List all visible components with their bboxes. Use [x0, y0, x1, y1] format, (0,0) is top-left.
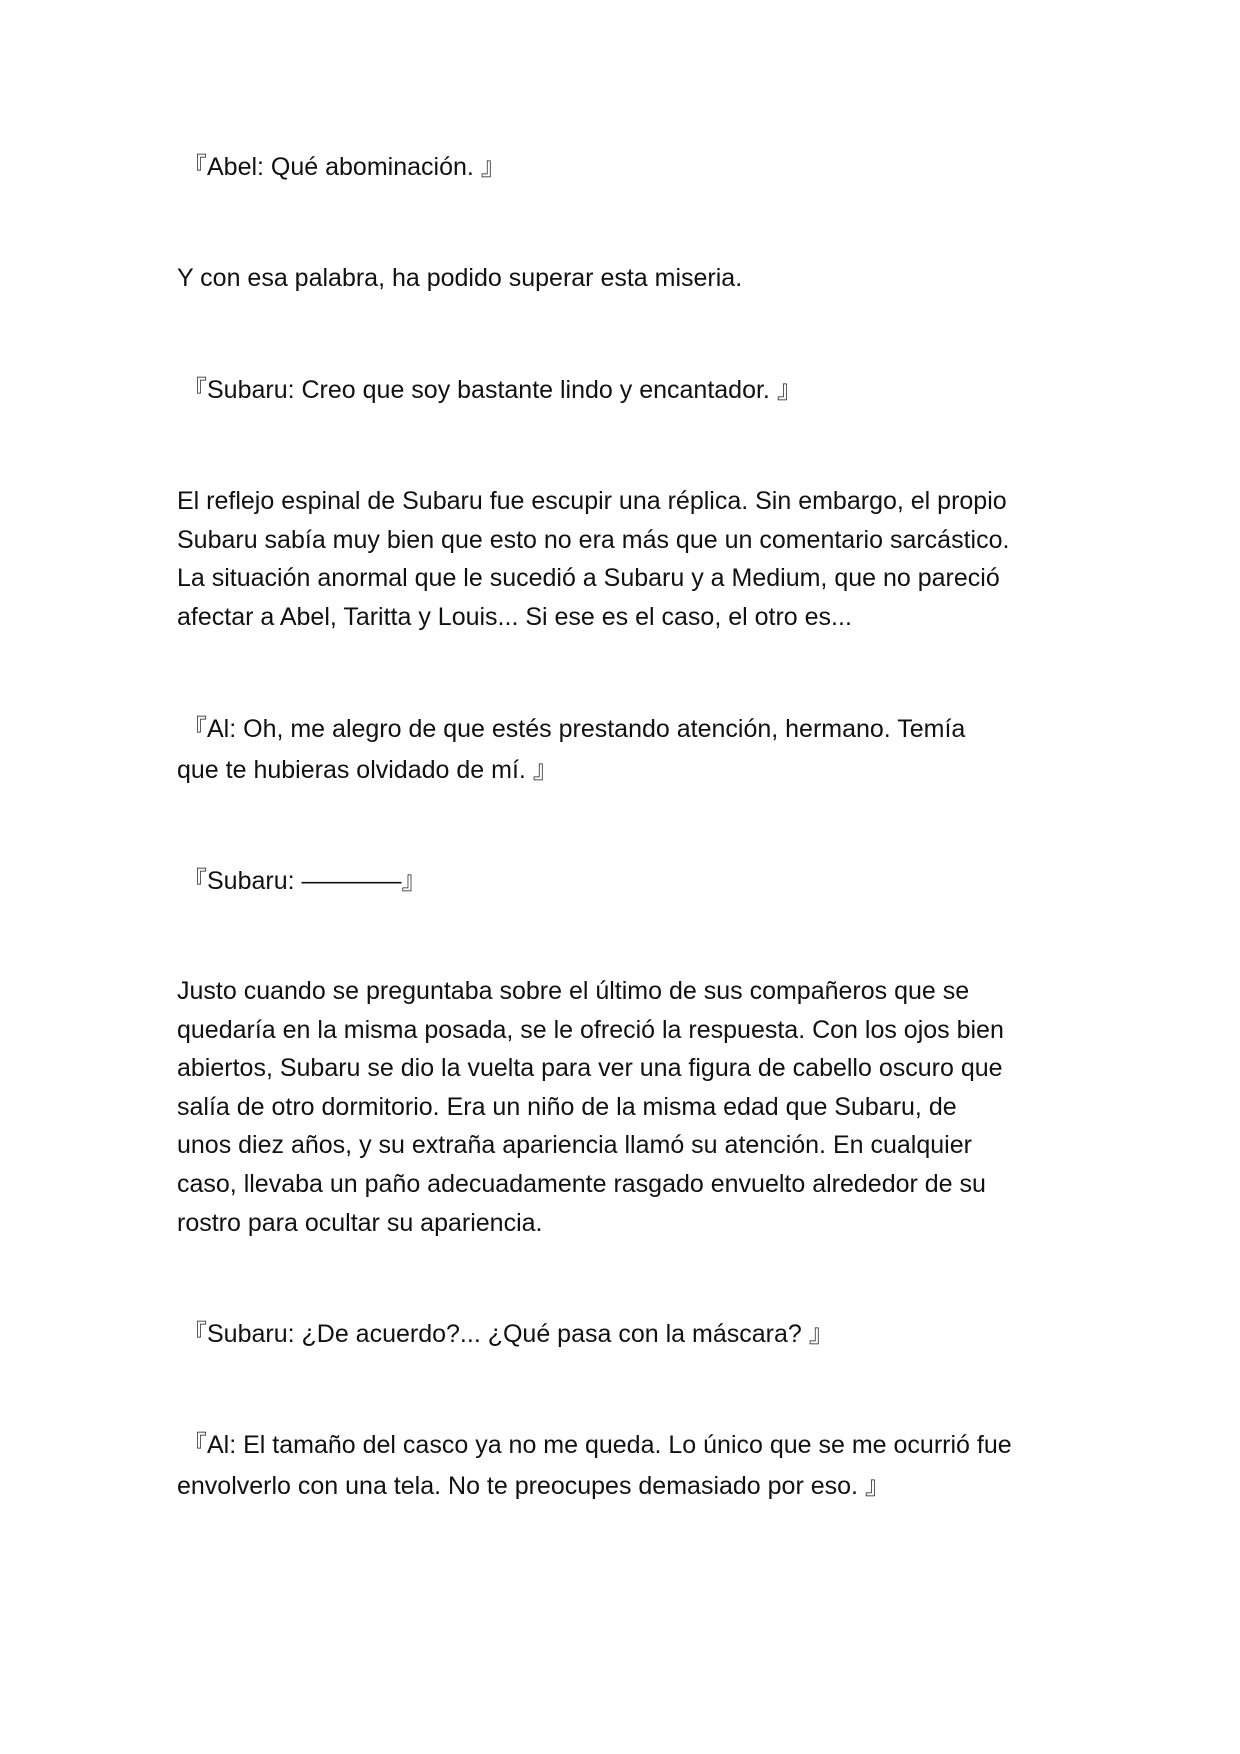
dialogue-subaru-2: [182, 862, 1082, 901]
text-line: La situación anormal que le sucedió a Subaru y a Medium, que no pareció: [177, 564, 1000, 593]
dialogue-al-1: [177, 709, 1077, 791]
text-line: 『Subaru: ————』: [182, 867, 427, 895]
text-line: 『Subaru: Creo que soy bastante lindo y encantador. 』: [182, 376, 802, 404]
narration-paragraph-2: [177, 482, 1077, 636]
dialogue-subaru-3: [182, 1315, 1082, 1354]
text-line: Justo cuando se preguntaba sobre el último de sus compañeros que se: [177, 977, 970, 1005]
text-line: abiertos, Subaru se dio la vuelta para ver una figura de cabello oscuro que: [177, 1054, 1003, 1083]
narration-paragraph-1: [177, 259, 1077, 298]
text-line: envolverlo con una tela. No te preocupes demasiado por eso. 』: [177, 1472, 890, 1500]
dialogue-al-2: [177, 1425, 1077, 1507]
narration-paragraph-3: [177, 972, 1077, 1242]
text-line: quedaría en la misma posada, se le ofreció la respuesta. Con los ojos bien: [177, 1015, 1004, 1044]
text-line: afectar a Abel, Taritta y Louis... Si ese es el caso, el otro es...: [177, 602, 852, 631]
text-line: que te hubieras olvidado de mí. 』: [177, 756, 558, 784]
text-line: salía de otro dormitorio. Era un niño de la misma edad que Subaru, de: [177, 1092, 957, 1121]
dialogue-subaru-1: [182, 371, 1082, 410]
text-line: Y con esa palabra, ha podido superar esta miseria.: [177, 264, 743, 292]
text-line: 『Abel: Qué abominación. 』: [182, 153, 506, 181]
text-line: 『Subaru: ¿De acuerdo?... ¿Qué pasa con la máscara? 』: [182, 1320, 834, 1348]
text-line: Subaru sabía muy bien que esto no era más que un comentario sarcástico.: [177, 525, 1010, 554]
text-line: 『Al: Oh, me alegro de que estés prestando atención, hermano. Temía: [182, 715, 966, 743]
text-line: rostro para ocultar su apariencia.: [177, 1208, 543, 1237]
text-line: caso, llevaba un paño adecuadamente rasgado envuelto alrededor de su: [177, 1169, 986, 1198]
dialogue-abel-1: [182, 148, 1082, 187]
text-line: El reflejo espinal de Subaru fue escupir una réplica. Sin embargo, el propio: [177, 487, 1007, 515]
text-line: 『Al: El tamaño del casco ya no me queda. Lo único que se me ocurrió fue: [182, 1431, 1012, 1459]
text-line: unos diez años, y su extraña apariencia llamó su atención. En cualquier: [177, 1131, 972, 1160]
